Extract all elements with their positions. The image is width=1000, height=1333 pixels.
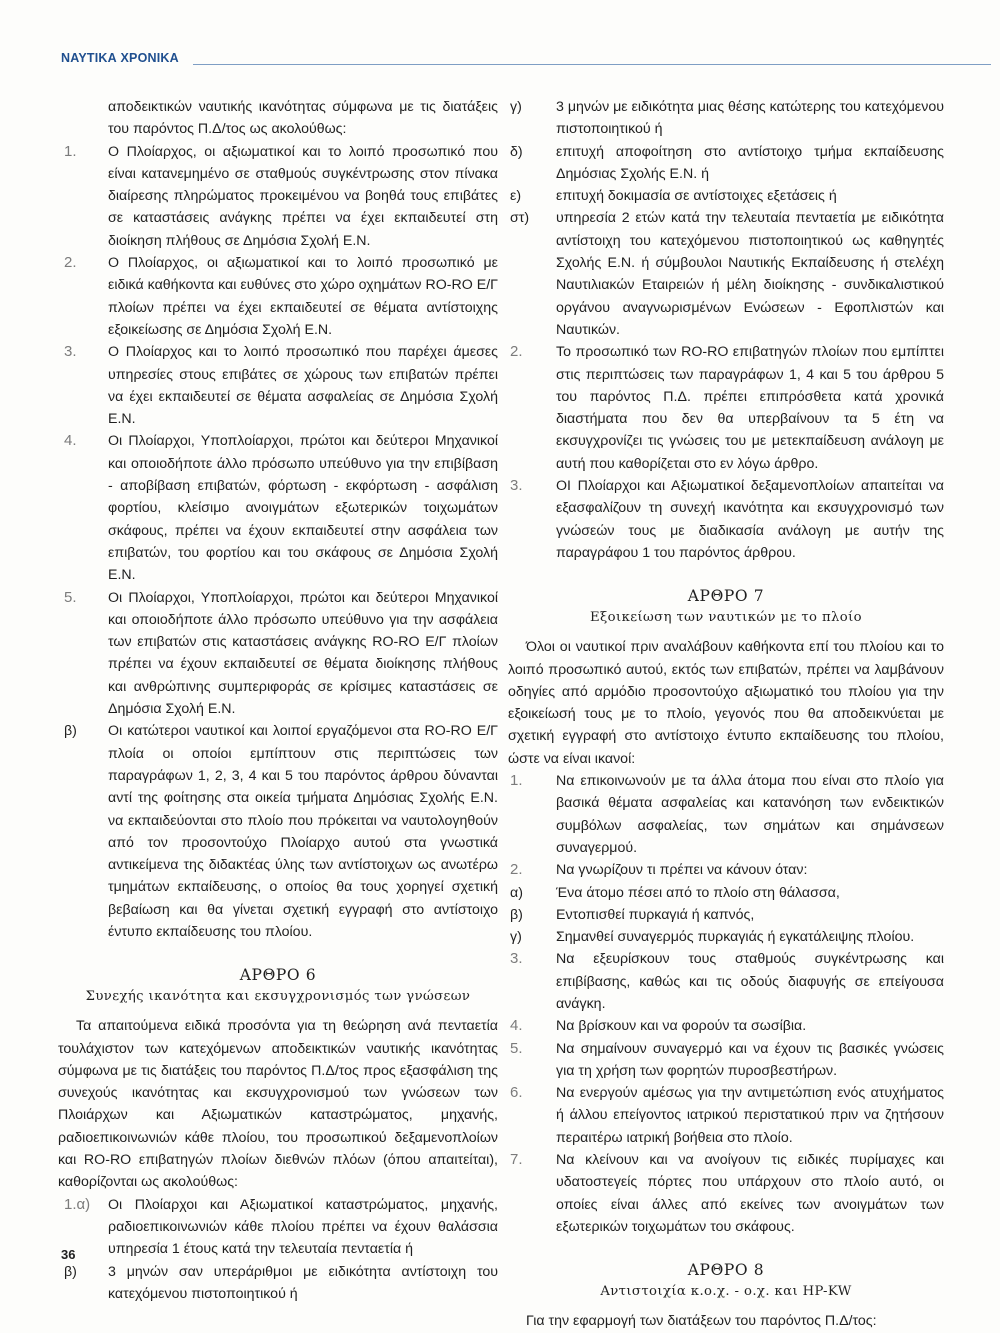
item-letter: δ): [510, 143, 523, 160]
list-item: [508, 926, 944, 948]
article-7-title: ΑΡΘΡΟ 7: [687, 587, 765, 606]
list-item: [58, 1194, 498, 1261]
list-item: [508, 185, 944, 207]
item-number: 3.: [510, 477, 523, 495]
item-text: 3 μηνών σαν υπεράριθμοι με ειδικότητα αντίστοιχη του κατεχόμενου πιστοποιητικού ή: [108, 1263, 498, 1302]
article-7-subtitle: Εξοικείωση των ναυτικών με το πλοίο: [589, 610, 863, 626]
item-text: Να σημαίνουν συναγερμό και να έχουν τις βασικές γνώσεις για τη χρήση των φορητών πυροσβεστήρων.: [556, 1040, 944, 1079]
item-text: Να γνωρίζουν τι πρέπει να κάνουν όταν:: [556, 862, 808, 879]
item-text: Σημανθεί συναγερμός πυρκαγιάς ή εγκατάλειψης πλοίου.: [556, 929, 915, 946]
item-number: 1.: [510, 772, 523, 790]
item-number: 1.: [64, 142, 77, 160]
list-item: [58, 252, 498, 341]
item-text: Οι Πλοίαρχοι, Υποπλοίαρχοι, πρώτοι και δεύτεροι Μηχανικοί και οποιοδήποτε άλλο πρόσωπο υπεύθυνο για την ασφάλεια των επιβατών στις καταστάσεις ανάγκης RO-RO Ε/Γ πλοίων πρέπει να έχουν εκπαιδευτεί σε θέματα διοίκησης πλήθους και ανθρώπινης συμπεριφοράς σε κρίσιμες καταστάσεις σε Δημόσια Σχολή Ε.Ν.: [108, 589, 498, 718]
page-number: 36: [61, 1247, 76, 1262]
intro-continuation: αποδεικτικών ναυτικής ικανότητας σύμφωνα με τις διατάξεις του παρόντος Π.Δ/τος ως ακολούθως:: [108, 99, 498, 138]
item-letter: γ): [510, 929, 522, 946]
item-number: 7.: [510, 1151, 523, 1169]
list-item: [58, 587, 498, 721]
item-number: 2.: [64, 254, 77, 272]
item-text: Ο Πλοίαρχος, οι αξιωματικοί και το λοιπό προσωπικό που είναι κατανεμημένο σε σταθμούς συγκέντρωσης στον πίνακα διαίρεσης πληρώματος προκειμένου να βοηθά τους επιβάτες σε καταστάσεις ανάγκης πρέπει να έχει εκπαιδευτεί στη διοίκηση πλήθους σε Δημόσια Σχολή Ε.Ν.: [108, 143, 498, 249]
item-number: 4.: [510, 1017, 523, 1035]
item-text: Ο Πλοίαρχος και το λοιπό προσωπικό που παρέχει άμεσες υπηρεσίες στους επιβάτες σε χώρους των επιβατών πρέπει να έχει εκπαιδευτεί σε θέματα ασφαλείας σε Δημόσια Σχολή Ε.Ν.: [108, 344, 498, 428]
item-text: Οι Πλοίαρχοι και Αξιωματικοί καταστρώματος, μηχανής, ραδιοεπικοινωνιών κάθε πλοίου πρέπει να έχουν θαλάσσια υπηρεσία 1 έτους κατά την τελευταία πενταετία ή: [108, 1196, 498, 1258]
item-text: Οι Πλοίαρχοι, Υποπλοίαρχοι, πρώτοι και δεύτεροι Μηχανικοί και οποιοδήποτε άλλο πρόσωπο υπεύθυνο για την επιβίβαση - αποβίβαση επιβατών, φόρτωση - εκφόρτωση - ασφάλιση φορτίου, κλείσιμο ανοιγμάτων εξωτερικών τοιχωμάτων σκάφους, πρέπει να έχουν εκπαιδευτεί στην ασφάλεια των επιβατών, του φορτίου και του σκάφους σε Δημόσια Σχολή Ε.Ν.: [108, 433, 498, 584]
left-column: [58, 96, 498, 1305]
list-item: [508, 1038, 944, 1083]
list-item: [58, 141, 498, 252]
item-number: 2.: [510, 861, 523, 879]
item-text: υπηρεσία 2 ετών κατά την τελευταία πενταετία με ειδικότητα αντίστοιχη του κατεχόμενου πιστοποιητικού ως καθηγητές Σχολής Ε.Ν. ή σύμβουλοι Ναυτικής Εκπαίδευσης ή στελέχη Ναυτιλιακών Εταιρειών ή μέλη διοίκησης - συνδικαλιστικού οργάνου αναγνωρισμένων Ενώσεων - Εφοπλιστών και Ναυτικών.: [556, 210, 944, 338]
item-number: 5.: [64, 588, 77, 606]
article-6-subtitle: Συνεχής ικανότητα και εκσυγχρονισμός των γνώσεων: [85, 989, 471, 1005]
item-text: Να επικοινωνούν με τα άλλα άτομα που είναι στο πλοίο για βασικά θέματα ασφαλείας και κατανόηση των ενδεικτικών συμβόλων ασφαλείας, των σημάτων και σημάνσεων συναγερμού.: [556, 773, 944, 856]
item-letter: ε): [510, 188, 522, 205]
item-number: 1.α): [64, 1195, 91, 1213]
article-7-intro: Όλοι οι ναυτικοί πριν αναλάβουν καθήκοντα επί του πλοίου και το λοιπό προσωπικό αυτού, εκτός των επιβατών, πρέπει να λαμβάνουν οδηγίες από αρμόδιο προσοντούχο αξιωματικό του πλοίου για την εξοικείωσή τους με το πλοίο, γεγονός που θα αποδεικνύεται με σχετική εγγραφή στο αντίστοιχο έντυπο εκπαίδευσης του πλοίου, ώστε να είναι ικανοί:: [508, 639, 944, 767]
item-number: 3.: [64, 343, 77, 361]
item-text: Να βρίσκουν και να φορούν τα σωσίβια.: [556, 1018, 807, 1035]
list-item: [508, 207, 944, 341]
article-6-intro: Τα απαιτούμενα ειδικά προσόντα για τη θεώρηση ανά πενταετία τουλάχιστον των κατεχόμενων αποδεικτικών ναυτικής ικανότητας σύμφωνα με τις διατάξεις του παρόντος Π.Δ/τος προς εξασφάλιση της συνεχούς ικανότητας και εκσυγχρονισμού των γνώσεων των Πλοιάρχων και Αξιωματικών καταστρώματος, μηχανής, ραδιοεπικοινωνιών κάθε πλοίου, του προσωπικού δεξαμενοπλοίων και RO-RO επιβατηγών πλοίων διεθνών πλόων (όπου απαιτείται), καθορίζονται ως ακολούθως:: [58, 1018, 498, 1191]
list-item: [508, 96, 944, 141]
list-item: [508, 859, 944, 881]
list-item: [508, 904, 944, 926]
article-8-title: ΑΡΘΡΟ 8: [687, 1261, 765, 1280]
list-item: [58, 430, 498, 586]
item-number: 3.: [510, 950, 523, 968]
list-item: [58, 1261, 498, 1306]
right-column: [508, 96, 944, 1333]
list-item: [58, 341, 498, 430]
list-item: [508, 341, 944, 475]
item-text: Εντοπισθεί πυρκαγιά ή καπνός,: [556, 906, 755, 923]
item-text: Να κλείνουν και να ανοίγουν τις ειδικές πυρίμαχες και υδατοστεγείς πόρτες που υπάρχουν στο πλοίο αυτό, οι οποίες είναι άλλες από εκείνες των ανοιγμάτων των εξωτερικών τοιχωμάτων του σκάφους.: [556, 1152, 944, 1235]
item-letter: στ): [510, 210, 530, 227]
list-item: [508, 948, 944, 1015]
list-item: [58, 720, 498, 943]
item-number: 4.: [64, 432, 77, 450]
item-text: επιτυχή δοκιμασία σε αντίστοιχες εξετάσεις ή: [556, 188, 837, 205]
list-item: [508, 475, 944, 564]
list-item: [508, 1015, 944, 1037]
list-item: [508, 1082, 944, 1149]
item-letter: β): [64, 723, 77, 740]
list-item: [508, 1149, 944, 1238]
magazine-title: ΝΑΥΤΙΚΑ ΧΡΟΝΙΚΑ: [61, 51, 179, 65]
item-text: Να εξευρίσκουν τους σταθμούς συγκέντρωσης και επιβίβασης, καθώς και τις οδούς διαφυγής σε επείγουσα ανάγκη.: [556, 951, 944, 1012]
item-text: επιτυχή αποφοίτηση στο αντίστοιχο τμήμα εκπαίδευσης Δημόσιας Σχολής Ε.Ν. ή: [556, 143, 944, 182]
item-number: 5.: [510, 1039, 523, 1057]
article-8-intro: Για την εφαρμογή των διατάξεων του παρόντος Π.Δ/τος:: [526, 1313, 877, 1330]
item-number: 2.: [510, 343, 523, 361]
item-text: Το προσωπικό των RO-RO επιβατηγών πλοίων που εμπίπτει στις περιπτώσεις των παραγράφων 1, 4 και 5 του άρθρου 5 του παρόντος Π.Δ. πρέπει επιπρόσθετα κατά χρονικά διαστήματα που δεν θα υπερβαίνουν τα 5 έτη να εκσυγχρονίζει τις γνώσεις του με μετεκπαίδευση ανάλογη με αυτή που καθορίζεται στο εν λόγω άρθρο.: [556, 344, 944, 472]
item-text: Ένα άτομο πέσει από το πλοίο στη θάλασσα,: [556, 884, 840, 901]
item-text: Να ενεργούν αμέσως για την αντιμετώπιση ενός ατυχήματος ή άλλου επείγοντος ιατρικού περιστατικού πριν να ζητήσουν περαιτέρω ιατρική βοήθεια στο πλοίο.: [556, 1085, 944, 1146]
item-text: ΟΙ Πλοίαρχοι και Αξιωματικοί δεξαμενοπλοίων απαιτείται να εξασφαλίζουν τη συνεχή ικανότητα και εκσυγχρονισμό των γνώσεών τους με διαδικασία ανάλογη με αυτήν της παραγράφου 1 του παρόντος άρθρου.: [556, 478, 944, 561]
page-header: [61, 51, 991, 71]
item-letter: γ): [510, 99, 522, 115]
item-letter: α): [510, 884, 523, 901]
article-6-title: ΑΡΘΡΟ 6: [239, 966, 317, 985]
item-letter: β): [510, 906, 523, 923]
article-8-subtitle: Αντιστοιχία κ.ο.χ. - ο.χ. και HP-KW: [600, 1284, 852, 1300]
item-letter: β): [64, 1263, 77, 1280]
item-text: Ο Πλοίαρχος, οι αξιωματικοί και το λοιπό προσωπικό με ειδικά καθήκοντα και ευθύνες στο χώρο οχημάτων RO-RO Ε/Γ πλοίων πρέπει να έχει εκπαιδευτεί σε θέματα αντίστοιχης εξοικείωσης σε Δημόσια Σχολή Ε.Ν.: [108, 255, 498, 338]
item-number: 6.: [510, 1084, 523, 1102]
list-item: [508, 882, 944, 904]
item-text: 3 μηνών με ειδικότητα μιας θέσης κατώτερης του κατεχόμενου πιστοποιητικού ή: [556, 99, 944, 138]
list-item: [508, 770, 944, 859]
item-text: Οι κατώτεροι ναυτικοί και λοιποί εργαζόμενοι στα RO-RO Ε/Γ πλοία οι οποίοι εμπίπτουν στις περιπτώσεις των παραγράφων 1, 2, 3, 4 και 5 του παρόντος άρθρου δύνανται αντί της φοίτησης στα οικεία τμήματα Δημόσιας Σχολής Ε.Ν. να εκπαιδεύονται στο πλοίο που πρόκειται να ναυτολογηθούν από τον προσοντούχο Πλοίαρχο αυτού στα γνωστικά αντικείμενα της διδακτέας ύλης των αντίστοιχων ως ανωτέρω τμημάτων εκπαίδευσης, ο οποίος θα τους χορηγεί σχετική βεβαίωση και θα γίνεται σχετική εγγραφή στο αντίστοιχο έντυπο εκπαίδευσης του πλοίου.: [108, 723, 498, 940]
list-item: [508, 141, 944, 186]
header-rule: [193, 64, 991, 65]
